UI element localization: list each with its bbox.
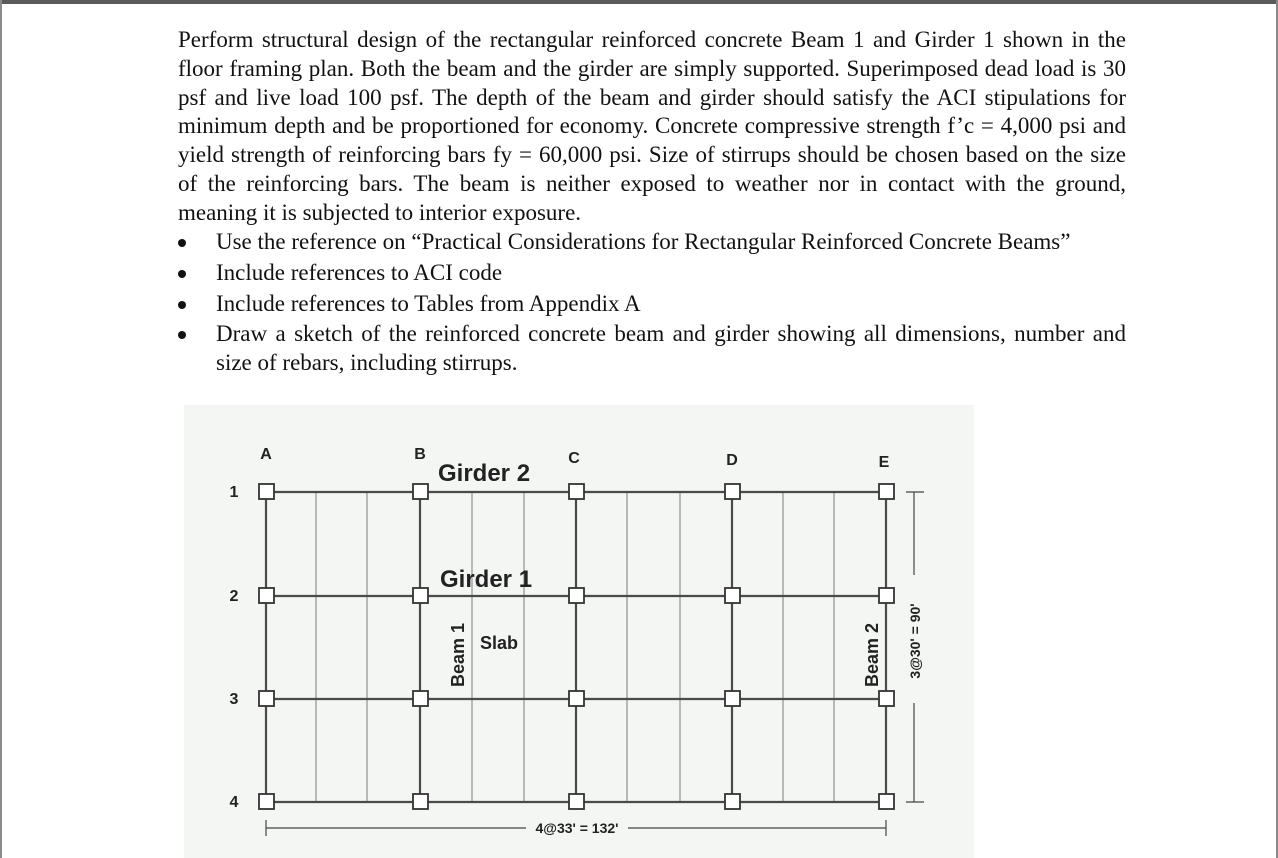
column-a2-icon [259,588,274,603]
row-label-4: 4 [229,794,239,811]
column-a4-icon [259,794,274,809]
girder-1-label: Girder 1 [440,566,533,593]
floor-framing-plan [184,405,974,858]
list-item [178,290,1126,319]
column-b2-icon [413,588,428,603]
column-d1-icon [725,484,740,499]
column-label-a: A [260,446,272,463]
column-c1-icon [569,484,584,499]
column-c2-icon [569,588,584,603]
requirements-list [178,228,1126,380]
column-label-c: C [568,450,580,467]
bullet-icon [178,270,186,278]
column-e3-icon [879,691,894,706]
column-e1-icon [879,484,894,499]
column-c4-icon [569,794,584,809]
column-label-d: D [726,452,738,469]
column-b3-icon [413,691,428,706]
column-d2-icon [725,588,740,603]
column-a1-icon [259,484,274,499]
slab-label: Slab [480,633,519,653]
list-item-text: Use the reference on “Practical Considerations for Rectangular Reinforced Concrete Beams” [216,229,1071,254]
list-item-text: Draw a sketch of the reinforced concrete beam and girder showing all dimensions, number and size of rebars, including stirrups. [216,321,1126,376]
girder-2-label: Girder 2 [438,460,531,487]
column-d3-icon [725,691,740,706]
column-b4-icon [413,794,428,809]
top-border [0,0,1278,4]
column-c3-icon [569,691,584,706]
problem-statement: Perform structural design of the rectangular reinforced concrete Beam 1 and Girder 1 shown in the floor framing plan. Both the beam and the girder are simply supported. Superimposed dead load is 30 psf and live load 100 psf. The depth of the beam and girder should satisfy the ACI stipulations for minimum depth and be proportioned for economy. Concrete compressive strength f’c = 4,000 psi and yield strength of reinforcing bars fy = 60,000 psi. Size of stirrups should be chosen based on the size of the reinforcing bars. The beam is neither exposed to weather nor in contact with the ground, meaning it is subjected to interior exposure. [178,27,1126,225]
beam-2-label: Beam 2 [862,622,882,687]
row-label-3: 3 [229,691,239,708]
row-label-1: 1 [229,484,239,501]
row-label-2: 2 [229,588,239,605]
vertical-dimension-label: 3@30' = 90' [907,603,923,679]
column-label-e: E [878,454,890,471]
list-item [178,259,1126,288]
bullet-icon [178,331,186,339]
list-item [178,320,1126,378]
list-item [178,228,1126,257]
left-border [0,0,2,858]
horizontal-dimension-label: 4@33' = 132' [535,820,619,836]
column-d4-icon [725,794,740,809]
bullet-icon [178,301,186,309]
column-e2-icon [879,588,894,603]
column-b1-icon [413,484,428,499]
list-item-text: Include references to Tables from Appendix A [216,290,641,316]
column-e4-icon [879,794,894,809]
column-label-b: B [414,446,426,463]
column-a3-icon [259,691,274,706]
list-item-text: Include references to ACI code [216,259,503,285]
bullet-icon [178,239,186,247]
plan-background [184,405,974,858]
beam-1-label: Beam 1 [448,622,468,687]
